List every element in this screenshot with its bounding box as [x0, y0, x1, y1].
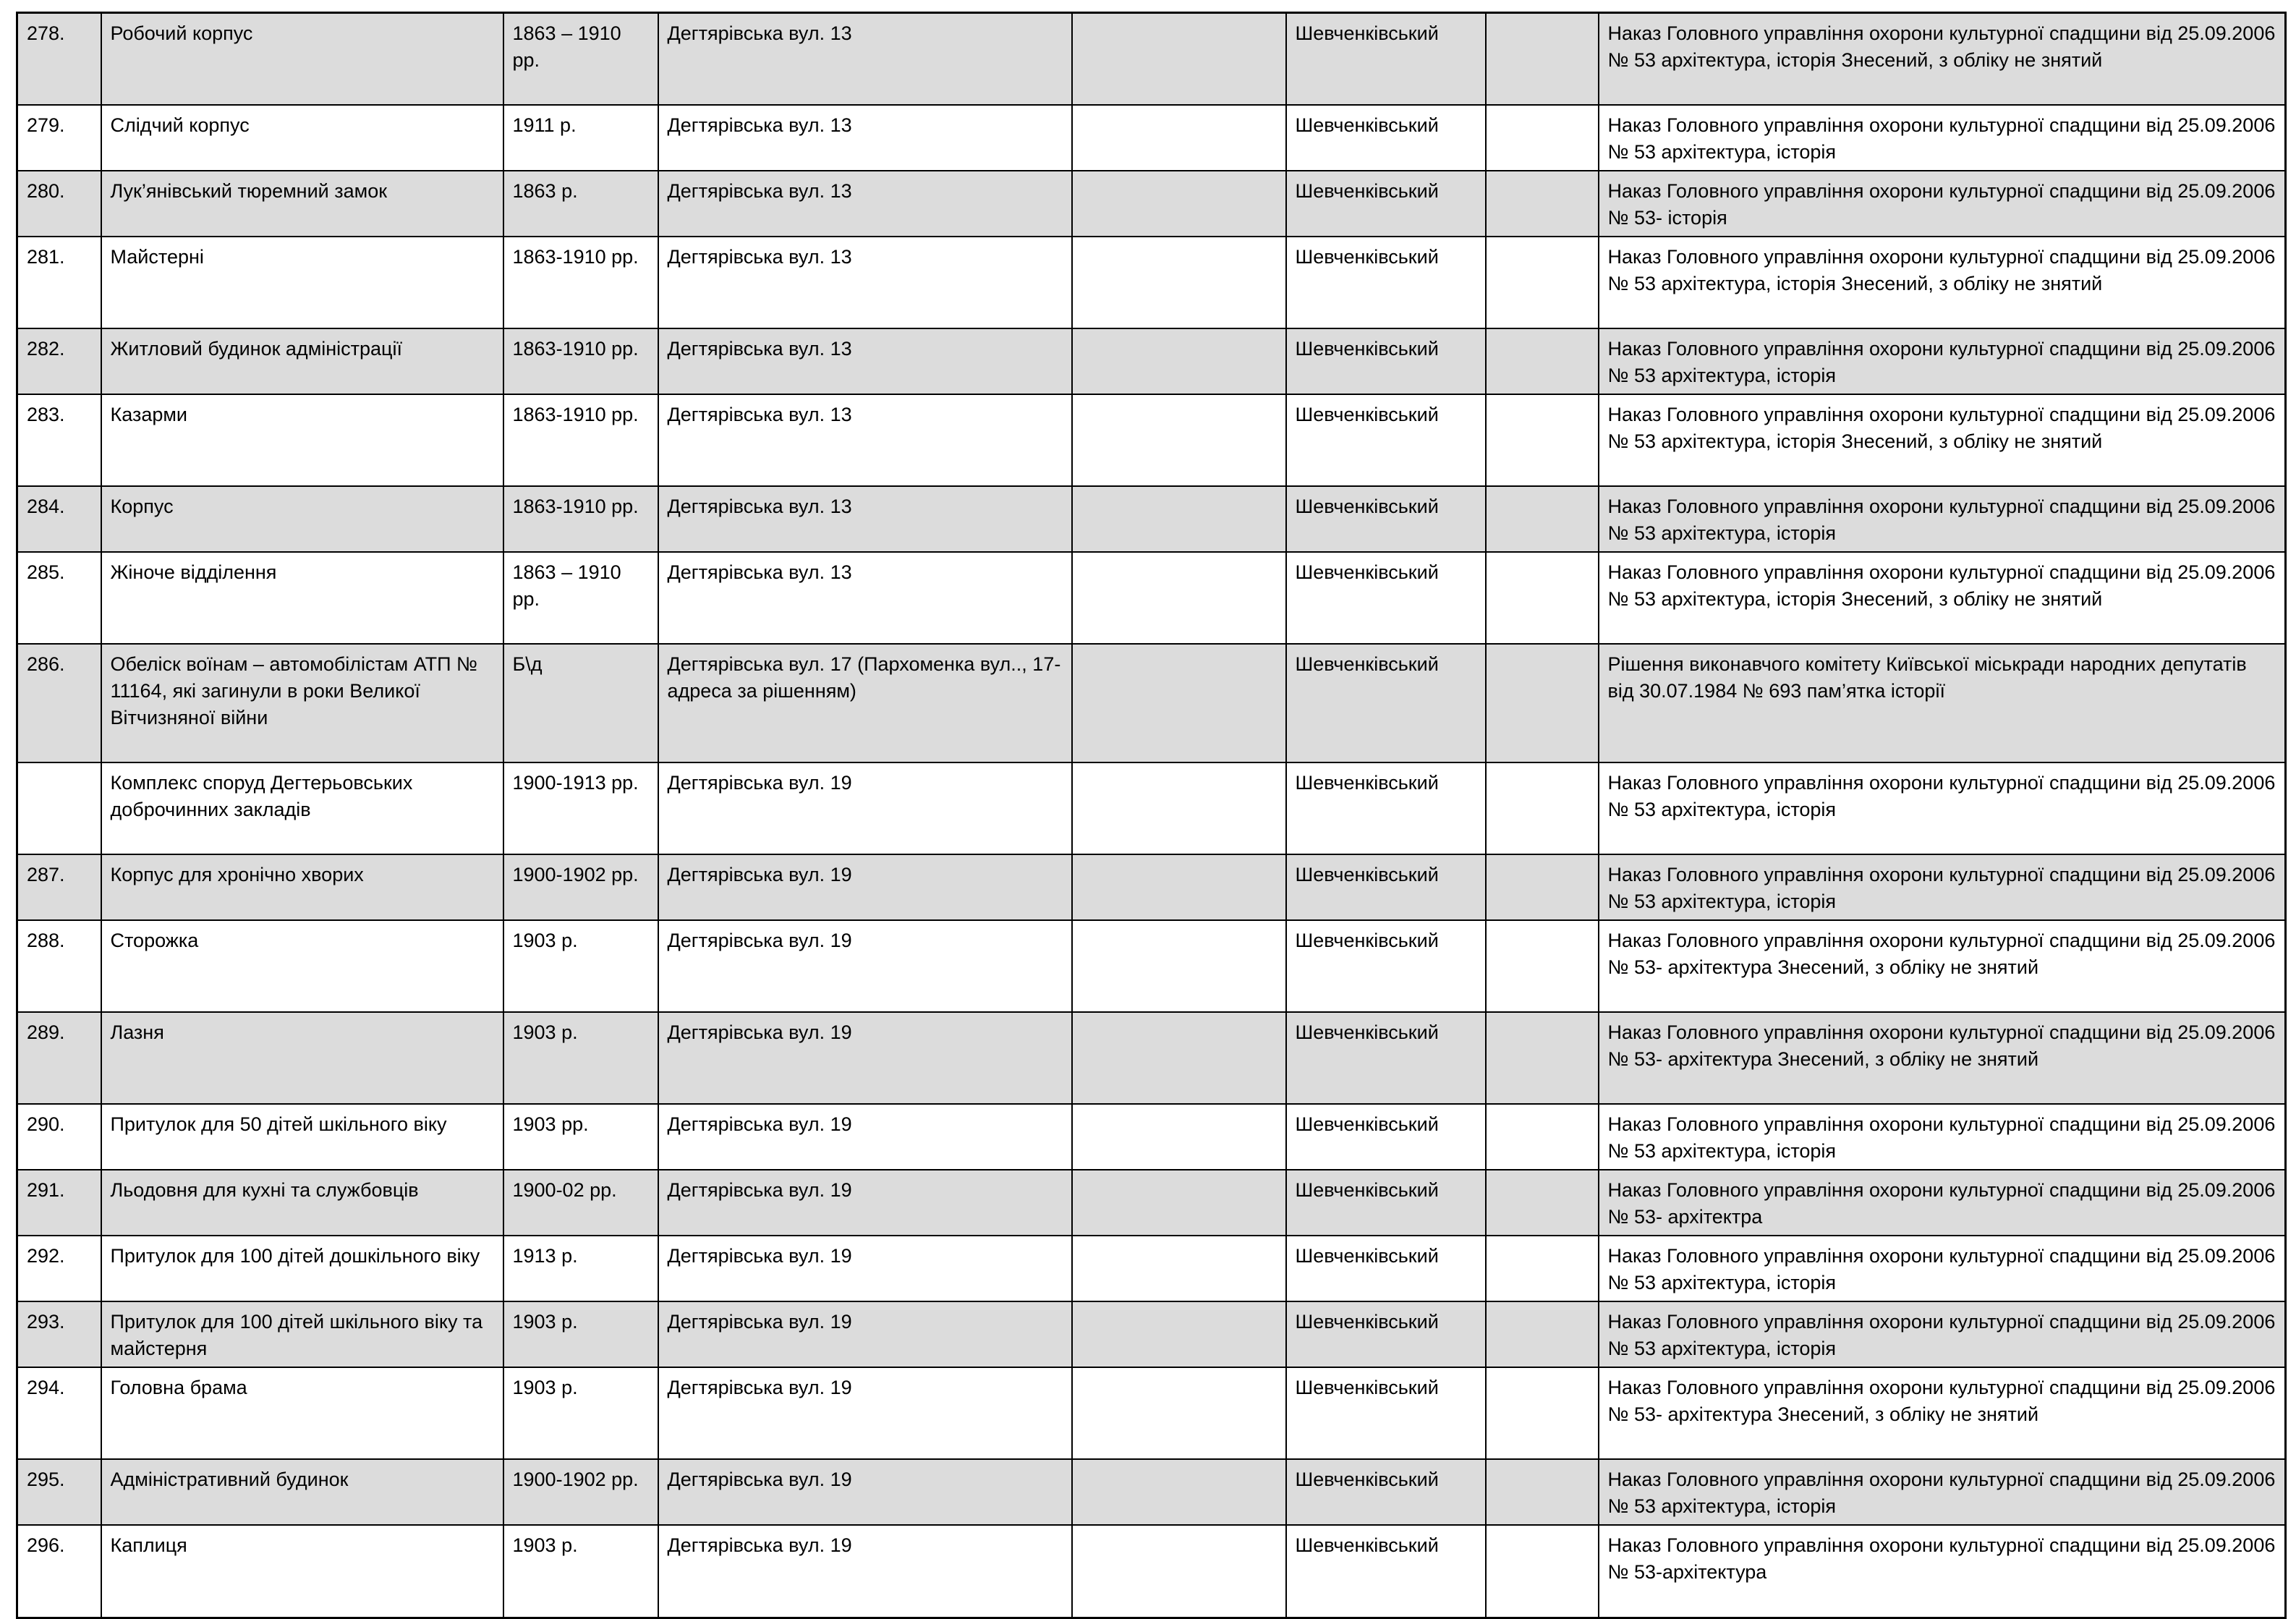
date-cell: 1903 рр. — [503, 1104, 658, 1170]
address-cell: Дегтярівська вул. 13 — [658, 171, 1072, 237]
district-cell: Шевченківський — [1286, 1301, 1486, 1367]
date-cell: 1903 р. — [503, 920, 658, 1012]
empty-column-cell — [1486, 486, 1599, 552]
date-cell: 1863-1910 рр. — [503, 328, 658, 394]
empty-column-cell — [1486, 1012, 1599, 1104]
protection-document-cell: Наказ Головного управління охорони культурної спадщини від 25.09.2006 № 53 архітектура, історія — [1599, 1301, 2286, 1367]
protection-document-cell: Наказ Головного управління охорони культурної спадщини від 25.09.2006 № 53 архітектура, історія — [1599, 762, 2286, 854]
table-row — [17, 1012, 2286, 1104]
row-number-cell: 283. — [17, 394, 101, 486]
date-cell: 1863-1910 рр. — [503, 394, 658, 486]
table-row — [17, 171, 2286, 237]
address-cell: Дегтярівська вул. 19 — [658, 854, 1072, 920]
row-number-cell: 294. — [17, 1367, 101, 1459]
row-number-cell: 284. — [17, 486, 101, 552]
empty-column-cell — [1072, 1170, 1286, 1236]
empty-column-cell — [1072, 762, 1286, 854]
empty-column-cell — [1486, 237, 1599, 328]
empty-column-cell — [1072, 1012, 1286, 1104]
object-name-cell: Лук’янівський тюремний замок — [101, 171, 503, 237]
district-cell: Шевченківський — [1286, 1104, 1486, 1170]
address-cell: Дегтярівська вул. 19 — [658, 1525, 1072, 1618]
address-cell: Дегтярівська вул. 13 — [658, 486, 1072, 552]
empty-column-cell — [1486, 13, 1599, 106]
district-cell: Шевченківський — [1286, 920, 1486, 1012]
row-number-cell: 285. — [17, 552, 101, 644]
table-row — [17, 854, 2286, 920]
object-name-cell: Казарми — [101, 394, 503, 486]
address-cell: Дегтярівська вул. 13 — [658, 13, 1072, 106]
empty-column-cell — [1486, 762, 1599, 854]
empty-column-cell — [1486, 920, 1599, 1012]
protection-document-cell: Наказ Головного управління охорони культурної спадщини від 25.09.2006 № 53 архітектура, історія — [1599, 1104, 2286, 1170]
address-cell: Дегтярівська вул. 19 — [658, 1104, 1072, 1170]
empty-column-cell — [1486, 1459, 1599, 1525]
row-number-cell — [17, 762, 101, 854]
empty-column-cell — [1486, 1301, 1599, 1367]
district-cell: Шевченківський — [1286, 394, 1486, 486]
empty-column-cell — [1072, 854, 1286, 920]
protection-document-cell: Наказ Головного управління охорони культурної спадщини від 25.09.2006 № 53- архітектура Знесений, з обліку не знятий — [1599, 1012, 2286, 1104]
table-row — [17, 552, 2286, 644]
address-cell: Дегтярівська вул. 17 (Пархоменка вул.., 17- адреса за рішенням) — [658, 644, 1072, 762]
row-number-cell: 282. — [17, 328, 101, 394]
object-name-cell: Лазня — [101, 1012, 503, 1104]
date-cell: 1863-1910 рр. — [503, 486, 658, 552]
row-number-cell: 295. — [17, 1459, 101, 1525]
date-cell: 1863-1910 рр. — [503, 237, 658, 328]
district-cell: Шевченківський — [1286, 105, 1486, 171]
empty-column-cell — [1486, 1525, 1599, 1618]
object-name-cell: Житловий будинок адміністрації — [101, 328, 503, 394]
table-row — [17, 394, 2286, 486]
row-number-cell: 287. — [17, 854, 101, 920]
object-name-cell: Комплекс споруд Дегтерьовських доброчинних закладів — [101, 762, 503, 854]
address-cell: Дегтярівська вул. 19 — [658, 1301, 1072, 1367]
heritage-registry-table — [16, 12, 2287, 1619]
protection-document-cell: Наказ Головного управління охорони культурної спадщини від 25.09.2006 № 53- архітектура Знесений, з обліку не знятий — [1599, 1367, 2286, 1459]
object-name-cell: Корпус — [101, 486, 503, 552]
table-row — [17, 105, 2286, 171]
date-cell: 1863 – 1910 рр. — [503, 552, 658, 644]
district-cell: Шевченківський — [1286, 854, 1486, 920]
address-cell: Дегтярівська вул. 13 — [658, 328, 1072, 394]
district-cell: Шевченківський — [1286, 1525, 1486, 1618]
date-cell: 1903 р. — [503, 1367, 658, 1459]
date-cell: 1903 р. — [503, 1012, 658, 1104]
date-cell: 1903 р. — [503, 1301, 658, 1367]
date-cell: 1900-1902 рр. — [503, 854, 658, 920]
protection-document-cell: Наказ Головного управління охорони культурної спадщини від 25.09.2006 № 53- архітектура Знесений, з обліку не знятий — [1599, 920, 2286, 1012]
district-cell: Шевченківський — [1286, 762, 1486, 854]
object-name-cell: Адміністративний будинок — [101, 1459, 503, 1525]
date-cell: 1900-1913 рр. — [503, 762, 658, 854]
empty-column-cell — [1072, 171, 1286, 237]
empty-column-cell — [1072, 1301, 1286, 1367]
object-name-cell: Притулок для 100 дітей шкільного віку та майстерня — [101, 1301, 503, 1367]
table-row — [17, 1236, 2286, 1301]
object-name-cell: Льодовня для кухні та службовців — [101, 1170, 503, 1236]
address-cell: Дегтярівська вул. 13 — [658, 237, 1072, 328]
object-name-cell: Сторожка — [101, 920, 503, 1012]
empty-column-cell — [1486, 1367, 1599, 1459]
row-number-cell: 290. — [17, 1104, 101, 1170]
table-row — [17, 328, 2286, 394]
protection-document-cell: Наказ Головного управління охорони культурної спадщини від 25.09.2006 № 53 архітектура, історія — [1599, 854, 2286, 920]
object-name-cell: Слідчий корпус — [101, 105, 503, 171]
district-cell: Шевченківський — [1286, 552, 1486, 644]
protection-document-cell: Наказ Головного управління охорони культурної спадщини від 25.09.2006 № 53 архітектура, історія — [1599, 1236, 2286, 1301]
table-row — [17, 237, 2286, 328]
protection-document-cell: Наказ Головного управління охорони культурної спадщини від 25.09.2006 № 53 архітектура, історія Знесений, з обліку не знятий — [1599, 552, 2286, 644]
row-number-cell: 291. — [17, 1170, 101, 1236]
district-cell: Шевченківський — [1286, 1012, 1486, 1104]
empty-column-cell — [1072, 13, 1286, 106]
row-number-cell: 286. — [17, 644, 101, 762]
date-cell: 1863 – 1910 рр. — [503, 13, 658, 106]
empty-column-cell — [1072, 105, 1286, 171]
district-cell: Шевченківський — [1286, 328, 1486, 394]
table-row — [17, 762, 2286, 854]
empty-column-cell — [1072, 1367, 1286, 1459]
empty-column-cell — [1072, 920, 1286, 1012]
date-cell: 1863 р. — [503, 171, 658, 237]
row-number-cell: 292. — [17, 1236, 101, 1301]
row-number-cell: 278. — [17, 13, 101, 106]
table-row — [17, 1170, 2286, 1236]
table-row — [17, 920, 2286, 1012]
date-cell: 1913 р. — [503, 1236, 658, 1301]
empty-column-cell — [1486, 1104, 1599, 1170]
empty-column-cell — [1486, 328, 1599, 394]
object-name-cell: Обеліск воїнам – автомобілістам АТП № 11164, які загинули в роки Великої Вітчизняної війни — [101, 644, 503, 762]
date-cell: 1911 р. — [503, 105, 658, 171]
district-cell: Шевченківський — [1286, 644, 1486, 762]
table-row — [17, 1104, 2286, 1170]
empty-column-cell — [1072, 1459, 1286, 1525]
protection-document-cell: Наказ Головного управління охорони культурної спадщини від 25.09.2006 № 53 архітектура, історія — [1599, 328, 2286, 394]
empty-column-cell — [1486, 1236, 1599, 1301]
district-cell: Шевченківський — [1286, 1236, 1486, 1301]
address-cell: Дегтярівська вул. 13 — [658, 105, 1072, 171]
empty-column-cell — [1486, 854, 1599, 920]
date-cell: 1903 р. — [503, 1525, 658, 1618]
row-number-cell: 293. — [17, 1301, 101, 1367]
address-cell: Дегтярівська вул. 13 — [658, 394, 1072, 486]
address-cell: Дегтярівська вул. 19 — [658, 762, 1072, 854]
protection-document-cell: Наказ Головного управління охорони культурної спадщини від 25.09.2006 № 53- архітектра — [1599, 1170, 2286, 1236]
table-row — [17, 1301, 2286, 1367]
address-cell: Дегтярівська вул. 19 — [658, 1012, 1072, 1104]
object-name-cell: Корпус для хронічно хворих — [101, 854, 503, 920]
district-cell: Шевченківський — [1286, 13, 1486, 106]
address-cell: Дегтярівська вул. 19 — [658, 1170, 1072, 1236]
district-cell: Шевченківський — [1286, 237, 1486, 328]
empty-column-cell — [1072, 1525, 1286, 1618]
empty-column-cell — [1072, 644, 1286, 762]
row-number-cell: 289. — [17, 1012, 101, 1104]
object-name-cell: Робочий корпус — [101, 13, 503, 106]
address-cell: Дегтярівська вул. 19 — [658, 1459, 1072, 1525]
table-row — [17, 1367, 2286, 1459]
district-cell: Шевченківський — [1286, 171, 1486, 237]
empty-column-cell — [1486, 552, 1599, 644]
protection-document-cell: Наказ Головного управління охорони культурної спадщини від 25.09.2006 № 53 архітектура, історія — [1599, 1459, 2286, 1525]
table-row — [17, 1525, 2286, 1618]
empty-column-cell — [1072, 1236, 1286, 1301]
object-name-cell: Притулок для 100 дітей дошкільного віку — [101, 1236, 503, 1301]
protection-document-cell: Наказ Головного управління охорони культурної спадщини від 25.09.2006 № 53 архітектура, історія Знесений, з обліку не знятий — [1599, 13, 2286, 106]
protection-document-cell: Наказ Головного управління охорони культурної спадщини від 25.09.2006 № 53 архітектура, історія — [1599, 105, 2286, 171]
row-number-cell: 288. — [17, 920, 101, 1012]
protection-document-cell: Наказ Головного управління охорони культурної спадщини від 25.09.2006 № 53-архітектура — [1599, 1525, 2286, 1618]
empty-column-cell — [1072, 237, 1286, 328]
address-cell: Дегтярівська вул. 19 — [658, 1236, 1072, 1301]
object-name-cell: Головна брама — [101, 1367, 503, 1459]
table-row — [17, 13, 2286, 106]
empty-column-cell — [1072, 394, 1286, 486]
empty-column-cell — [1486, 394, 1599, 486]
address-cell: Дегтярівська вул. 13 — [658, 552, 1072, 644]
object-name-cell: Каплиця — [101, 1525, 503, 1618]
empty-column-cell — [1486, 105, 1599, 171]
object-name-cell: Притулок для 50 дітей шкільного віку — [101, 1104, 503, 1170]
district-cell: Шевченківський — [1286, 1367, 1486, 1459]
row-number-cell: 279. — [17, 105, 101, 171]
protection-document-cell: Наказ Головного управління охорони культурної спадщини від 25.09.2006 № 53 архітектура, історія — [1599, 486, 2286, 552]
district-cell: Шевченківський — [1286, 1170, 1486, 1236]
protection-document-cell: Наказ Головного управління охорони культурної спадщини від 25.09.2006 № 53 архітектура, історія Знесений, з обліку не знятий — [1599, 237, 2286, 328]
empty-column-cell — [1072, 552, 1286, 644]
table-body — [17, 13, 2286, 1618]
empty-column-cell — [1072, 486, 1286, 552]
table-row — [17, 644, 2286, 762]
row-number-cell: 280. — [17, 171, 101, 237]
empty-column-cell — [1072, 328, 1286, 394]
protection-document-cell: Рішення виконавчого комітету Київської міськради народних депутатів від 30.07.1984 № 693 пам’ятка історії — [1599, 644, 2286, 762]
protection-document-cell: Наказ Головного управління охорони культурної спадщини від 25.09.2006 № 53 архітектура, історія Знесений, з обліку не знятий — [1599, 394, 2286, 486]
object-name-cell: Майстерні — [101, 237, 503, 328]
empty-column-cell — [1486, 1170, 1599, 1236]
date-cell: 1900-02 рр. — [503, 1170, 658, 1236]
district-cell: Шевченківський — [1286, 486, 1486, 552]
row-number-cell: 296. — [17, 1525, 101, 1618]
empty-column-cell — [1072, 1104, 1286, 1170]
empty-column-cell — [1486, 644, 1599, 762]
table-row — [17, 1459, 2286, 1525]
date-cell: 1900-1902 рр. — [503, 1459, 658, 1525]
address-cell: Дегтярівська вул. 19 — [658, 920, 1072, 1012]
empty-column-cell — [1486, 171, 1599, 237]
table-row — [17, 486, 2286, 552]
object-name-cell: Жіноче відділення — [101, 552, 503, 644]
district-cell: Шевченківський — [1286, 1459, 1486, 1525]
row-number-cell: 281. — [17, 237, 101, 328]
protection-document-cell: Наказ Головного управління охорони культурної спадщини від 25.09.2006 № 53- історія — [1599, 171, 2286, 237]
date-cell: Б\д — [503, 644, 658, 762]
address-cell: Дегтярівська вул. 19 — [658, 1367, 1072, 1459]
